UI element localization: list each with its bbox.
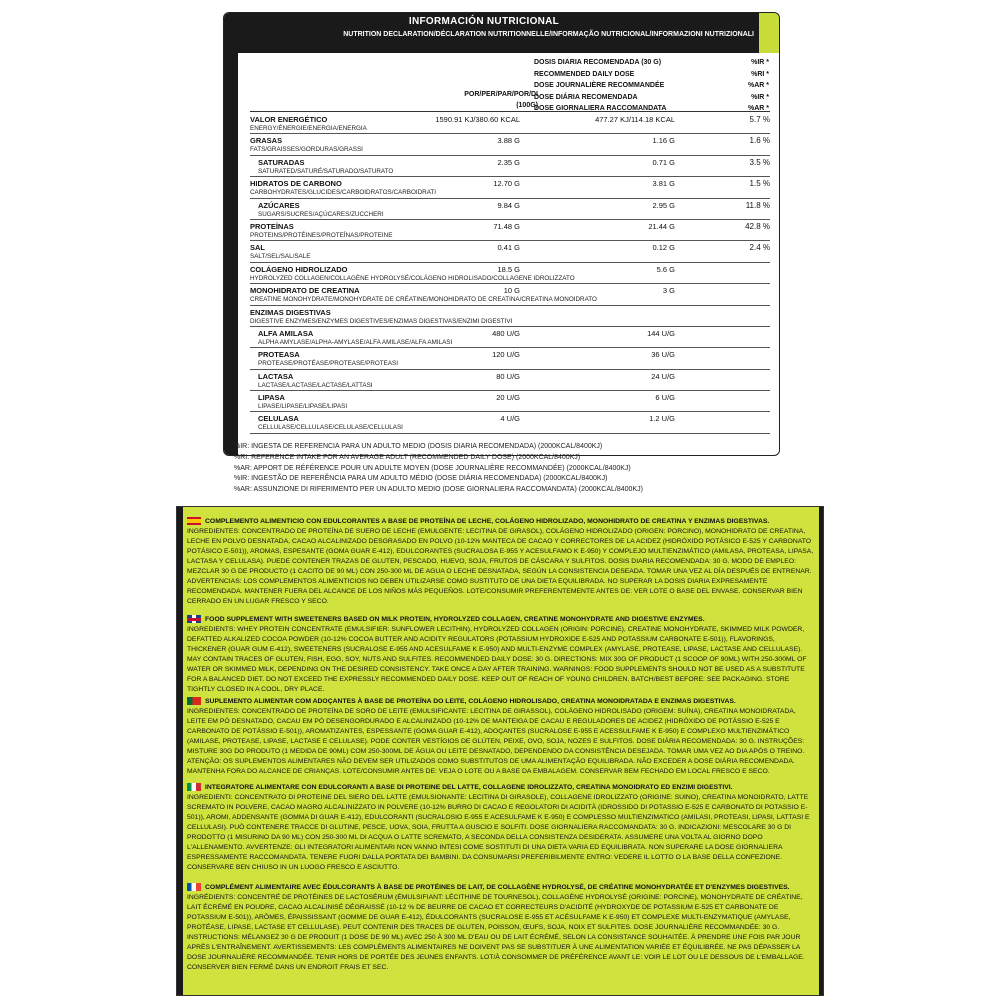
reference-intake-percent: 2.4 % — [749, 243, 770, 253]
nutrient-name: LIPASA — [258, 393, 285, 403]
dose-label: RECOMMENDED DAILY DOSE — [534, 70, 635, 78]
value-per-dose: 3.81 G — [652, 179, 675, 189]
nutrient-name: AZÚCARES — [258, 200, 300, 210]
value-per-dose: 1.16 G — [652, 136, 675, 146]
dose-header — [534, 57, 769, 115]
value-per-100g: 20 U/G — [496, 393, 520, 403]
section-title: INTEGRATORE ALIMENTARE CON EDULCORANTI A BASE DI PROTEINE DEL LATTE, COLLAGENE IDROLIZZATO, CREATINA MONOIDRATO ED ENZIMI DIGESTIVI. — [205, 784, 733, 791]
nutrient-name: VALOR ENERGÉTICO — [250, 115, 328, 124]
nutrition-subtitle: NUTRITION DECLARATION/DÉCLARATION NUTRITIONNELLE/INFORMAÇÃO NUTRICIONAL/INFORMAZIONI NUTRIZIONALI — [343, 31, 754, 38]
nutrition-table — [223, 12, 780, 456]
ir-label: %IR * — [751, 93, 769, 101]
nutrient-translations: SALT/SEL/SAL/SALE — [250, 253, 311, 261]
nutrient-translations: SUGARS/SUCRES/AÇÚCARES/ZUCCHERI — [258, 210, 384, 218]
dose-label: DOSE DIÁRIA RECOMENDADA — [534, 93, 638, 101]
nutrition-row — [250, 134, 770, 155]
nutrient-translations: CREATINE MONOHYDRATE/MONOHYDRATE DE CRÉATINE/MONOHIDRATO DE CREATINA/CREATINA MONOIDRATO — [250, 296, 597, 304]
reference-intake-percent: 3.5 % — [749, 157, 770, 167]
nutrition-row — [250, 113, 770, 134]
reference-intake-percent: 11.8 % — [745, 200, 770, 210]
nutrient-translations: ENERGY/ÉNERGIE/ENERGIA/ENERGIA — [250, 125, 367, 132]
nutrition-row — [250, 156, 770, 177]
nutrition-row — [250, 327, 770, 348]
section-title: FOOD SUPPLEMENT WITH SWEETENERS BASED ON MILK PROTEIN, HYDROLYZED COLLAGEN, CREATINE MONOHYDRATE AND DIGESTIVE ENZYMES. — [205, 616, 705, 623]
section-title: COMPLEMENTO ALIMENTICIO CON EDULCORANTES A BASE DE PROTEÍNA DE LECHE, COLÁGENO HIDROLIZADO, MONOHIDRATO DE CREATINA Y ENZIMAS DIGESTIVAS. — [205, 518, 770, 525]
nutrition-row — [250, 220, 770, 241]
value-per-dose: 0.71 G — [652, 157, 675, 167]
value-per-100g: 9.84 G — [497, 200, 520, 210]
reference-note: %AR: ASSUNZIONE DI RIFERIMENTO PER UN ADULTO MEDIO (DOSE GIORNALIERA RACCOMANDATA) (2000KCAL/8400KJ) — [234, 486, 643, 494]
nutrient-name: GRASAS — [250, 136, 283, 146]
section-it — [187, 783, 815, 873]
nutrition-row — [250, 263, 770, 284]
nutrition-row — [250, 284, 770, 305]
label-text-panel — [176, 506, 824, 996]
value-per-100g: 2.35 G — [497, 157, 520, 167]
row-divider — [250, 433, 770, 434]
nutrient-translations: FATS/GRAISSES/GORDURAS/GRASSI — [250, 146, 363, 154]
nutrient-name: SATURADAS — [258, 157, 305, 167]
uk-flag-icon — [187, 615, 201, 623]
value-per-100g: 3.88 G — [497, 136, 520, 146]
nutrient-name: PROTEASA — [258, 350, 300, 360]
reference-note: %AR: APPORT DE RÉFÉRENCE POUR UN ADULTE MOYEN (DOSE JOURNALIÈRE RECOMMANDÉE) (2000KCAL/8400KJ) — [234, 464, 631, 472]
nutrition-row — [250, 177, 770, 198]
nutrition-row — [250, 348, 770, 369]
nutrition-row — [250, 391, 770, 412]
header-divider — [250, 111, 770, 112]
panel-edge — [177, 507, 183, 995]
nutrient-name: ALFA AMILASA — [258, 328, 314, 338]
dose-label: DOSIS DIARIA RECOMENDADA (30 G) — [534, 59, 662, 66]
nutrient-name: SAL — [250, 243, 265, 253]
section-body: INGREDIENTS: WHEY PROTEIN CONCENTRATE (EMULSIFIER: SUNFLOWER LECITHIN), HYDROLYZED COLLAGEN (ORIGIN: PORCINE), CREATINE MONOHYDRATE, SKIMMED MILK POWDER, DEFATTED ALKALIZED COCOA POWDER (10-12% COCOA BUTTER AND ACIDITY REGULATORS (POTASSIUM HYDROXIDE E-525 AND POTASSIUM CARBONATE E-501)), FLAVORINGS, THICKENER (GUAR GUM E-412), SWEETENERS (SUCRALOSE E-955 AND ACESULFAME K E-950) AND MULTI-ENZYME COMPLEX (AMYLASE, PROTEASE, LIPASE, LACTASE AND CELLULASE). MAY CONTAIN TRACES OF GLUTEN, FISH, EGG, SOY, NUTS AND SULFITES. RECOMMENDED DAILY DOSE: 30 G. DIRECTIONS: MIX 30G OF PRODUCT (1 SCOOP OF 90ML) WITH 250-300ML OF WATER OR SKIMMED MILK, DEPENDING ON THE DESIRED CONSISTENCY. TAKE ONCE A DAY AFTER TRAINING. WARNINGS: FOOD SUPPLEMENTS SHOULD NOT BE USED AS A SUBSTITUTE FOR A BALANCED DIET. DO NOT EXCEED THE EXPRESSLY RECOMMENDED DAILY DOSE. KEEP OUT OF REACH OF YOUNG CHILDREN. BATCH/BEST BEFORE: SEE PACKAGING. STORE TIGHTLY CLOSED IN A COOL, DRY PLACE. — [187, 626, 807, 693]
reference-note: %RI: REFERENCE INTAKE FOR AN AVERAGE ADULT (RECOMMENDED DAILY DOSE) (2000KCAL/8400KJ) — [234, 453, 581, 461]
value-per-dose: 5.6 G — [656, 264, 675, 274]
nutrient-translations: ALPHA AMYLASE/ALPHA-AMYLASE/ALFA AMILASE/ALFA AMILASI — [258, 338, 453, 346]
per-100g-header — [438, 89, 538, 111]
value-per-100g: 0.41 G — [497, 243, 520, 253]
value-per-dose: 144 U/G — [647, 328, 675, 338]
value-per-100g: 12.70 G — [493, 179, 520, 189]
section-body: INGREDIENTES: CONCENTRADO DE PROTEÍNA DE SUERO DE LECHE (EMULGENTE: LECITINA DE GIRASOL), COLÁGENO HIDROLIZADO (ORIGEN: PORCINO), MONOHIDRATO DE CREATINA, LECHE EN POLVO DESNATADA, CACAO ALCALINIZADO DESGRASADO EN POLVO (10-12% MANTECA DE CACAO Y CORRECTORES DE LA ACIDEZ (HIDRÓXIDO POTÁSICO E-525 Y CARBONATO POTÁSICO E-501)), AROMAS, ESPESANTE (GOMA GUAR E-412), EDULCORANTES (SUCRALOSA E-955 Y ACESULFAMO K E-950) Y COMPLEJO MULTIENZIMÁTICO (AMILASA, PROTEASA, LIPASA, LACTASA Y CELULASA). PUEDE CONTENER TRAZAS DE GLUTEN, PESCADO, HUEVO, SOJA, FRUTOS DE CÁSCARA Y SULFITOS. DOSIS DIARIA RECOMENDADA: 30 G. MODO DE EMPLEO: MEZCLAR 30 G DE PRODUCTO (1 CACITO DE 90 ML) CON 250-300 ML DE AGUA O LECHE DESNATADA, SEGÚN LA CONSISTENCIA DESEADA. TOMAR UNA VEZ AL DÍA DESPUÉS DE ENTRENAR. ADVERTENCIAS: LOS COMPLEMENTOS ALIMENTICIOS NO DEBEN UTILIZARSE COMO SUSTITUTO DE UNA DIETA EQUILIBRADA. NO SUPERAR LA DOSIS DIARIA EXPRESAMENTE RECOMENDADA. MANTENER FUERA DEL ALCANCE DE LOS NIÑOS MÁS PEQUEÑOS. LOTE/CONSUMIR PREFERENTEMENTE ANTES DE: VER LOTE O BASE DEL ENVASE. CONSERVAR BIEN CERRADO EN UN LUGAR FRESCO Y SECO. — [187, 528, 814, 605]
value-per-100g: 10 G — [503, 286, 520, 296]
nutrient-translations: CARBOHYDRATES/GLUCIDES/CARBOIDRATOS/CARBOIDRATI — [250, 189, 437, 197]
value-per-dose: 6 U/G — [655, 393, 675, 403]
value-per-100g: 4 U/G — [500, 414, 520, 424]
side-bar — [224, 53, 238, 455]
value-per-dose: 2.95 G — [652, 200, 675, 210]
nutrient-name: LACTASA — [258, 371, 294, 381]
accent-stripe — [759, 13, 779, 53]
portugal-flag-icon — [187, 697, 201, 705]
value-per-100g: 1590.91 KJ/380.60 KCAL — [435, 115, 520, 124]
nutrition-rows — [250, 113, 770, 434]
section-es — [187, 517, 815, 607]
nutrient-translations: PROTEINS/PROTÉINES/PROTEÍNAS/PROTEINE — [250, 231, 393, 239]
section-body: INGREDIENTES: CONCENTRADO DE PROTEÍNA DE SORO DE LEITE (EMULSIFICANTE: LECITINA DE GIRASSOL), COLÁGENO HIDROLISADO (ORIGEM: SUÍNA), CREATINA MONOIDRATADA, LEITE EM PÓ DESNATADO, CACAU EM PÓ DESENGORDURADO E ALCALINIZADO (10-12% DE MANTEIGA DE CACAU E REGULADORES DE ACIDEZ (HIDRÓXIDO DE POTÁSSIO E-525 E CARBONATO DE POTÁSSIO E-501)), AROMATIZANTES, ESPESSANTE (GOMA GUAR E-412), ADOÇANTES (SUCRALOSE E-955 E ACESSULFAME K E-950) E COMPLEXO MULTIENZIMÁTICO (AMILASE, PROTEASE, LIPASE, LACTASE E CELULASE). PODE CONTER VESTÍGIOS DE GLÚTEN, PEIXE, OVO, SOJA, NOZES E SULFITOS. DOSE DIÁRIA RECOMENDADA: 30 G. INSTRUÇÕES: MISTURE 30G DO PRODUTO (1 MEDIDA DE 90ML) COM 250-300ML DE ÁGUA OU LEITE DESNATADO, DEPENDENDO DA CONSISTÊNCIA DESEJADA. TOMAR UMA VEZ AO DIA APÓS O TREINO. ATENÇÃO: OS SUPLEMENTOS ALIMENTARES NÃO DEVEM SER UTILIZADOS COMO SUBSTITUTOS DE UMA ALIMENTAÇÃO EQUILIBRADA. NÃO EXCEDER A DOSE DIÁRIA RECOMENDADA. MANTENHA FORA DO ALCANCE DE CRIANÇAS. LOTE/CONSUMIR ANTES DE: VEJA O LOTE OU A BASE DA EMBALAGEM. CONSERVAR BEM FECHADO EM LOCAL FRESCO E SECO. — [187, 708, 805, 775]
nutrient-translations: HYDROLYZED COLLAGEN/COLLAGÈNE HYDROLYSÉ/COLÁGENO HIDROLISADO/COLLAGENE IDROLIZZATO — [250, 274, 575, 282]
nutrient-name: PROTEÍNAS — [250, 221, 294, 231]
italy-flag-icon — [187, 783, 201, 791]
reference-note: %IR: INGESTA DE REFERENCIA PARA UN ADULTO MEDIO (DOSIS DIARIA RECOMENDADA) (2000KCAL/8400KJ) — [234, 443, 603, 450]
nutrition-row — [250, 199, 770, 220]
value-per-100g: 480 U/G — [492, 328, 520, 338]
nutrient-name: COLÁGENO HIDROLIZADO — [250, 264, 348, 274]
reference-note: %IR: INGESTÃO DE REFERÊNCIA PARA UM ADULTO MÉDIO (DOSE DIÁRIA RECOMENDADA) (2000KCAL/8400KJ) — [234, 475, 608, 483]
value-per-dose: 3 G — [662, 286, 675, 296]
section-en — [187, 615, 815, 695]
value-per-100g: 71.48 G — [493, 221, 520, 231]
nutrient-translations: SATURATED/SATURÉ/SATURADO/SATURATO — [258, 167, 394, 175]
value-per-100g: 120 U/G — [492, 350, 520, 360]
value-per-dose: 21.44 G — [648, 221, 675, 231]
value-per-dose: 36 U/G — [651, 350, 675, 360]
panel-edge — [819, 507, 823, 995]
nutrient-name: CELULASA — [258, 414, 299, 424]
reference-notes — [234, 442, 643, 496]
value-per-dose: 1.2 U/G — [649, 414, 675, 424]
value-per-100g: 18.5 G — [497, 264, 520, 274]
nutrient-translations: PROTEASE/PROTÉASE/PROTEASE/PROTEASI — [258, 360, 398, 368]
nutrition-row — [250, 241, 770, 262]
reference-intake-percent: 1.5 % — [749, 179, 770, 189]
spain-flag-icon — [187, 517, 201, 525]
nutrition-row — [250, 306, 770, 327]
section-title: COMPLÉMENT ALIMENTAIRE AVEC ÉDULCORANTS À BASE DE PROTÉINES DE LAIT, DE COLLAGÈNE HYDROLYSÉ, DE CRÉATINE MONOHYDRATÉE ET D'ENZYMES DIGESTIVES. — [205, 884, 790, 891]
nutrient-translations: LACTASE/LACTASE/LACTASE/LATTASI — [258, 381, 373, 389]
dose-label: DOSE GIORNALIERA RACCOMANDATA — [534, 105, 667, 112]
section-title: SUPLEMENTO ALIMENTAR COM ADOÇANTES À BASE DE PROTEÍNA DO LEITE, COLÁGENO HIDROLISADO, CREATINA MONOIDRATADA E ENZIMAS DIGESTIVAS. — [205, 698, 736, 705]
nutrient-name: MONOHIDRATO DE CREATINA — [250, 286, 360, 296]
dose-label: DOSE JOURNALIÈRE RECOMMANDÉE — [534, 82, 665, 89]
section-body: INGREDIENTI: CONCENTRATO DI PROTEINE DEL SIERO DEL LATTE (EMULSIONANTE: LECITINA DI GIRASOLE), COLLAGENE IDROLIZZATO (ORIGINE: SUINO), CREATINA MONOIDRATO, LATTE SCREMATO IN POLVERE, CACAO MAGRO ALCALINIZZATO IN POLVERE (10-12% BURRO DI CACAO E REGOLATORI DI ACIDITÀ (IDROSSIDO DI POTASSIO E-525 E CARBONATO DI POTASSIO E-501)), AROMI, ADDENSANTE (GOMMA DI GUAR E-412), EDULCORANTI (SUCRALOSIO E-955 E ACESULFAME K E-950) E COMPLESSO MULTIENZIMATICO (AMILASI, PROTEASI, LIPASI, LATTASI E CELLULASI). PUÒ CONTENERE TRACCE DI GLUTINE, PESCE, UOVA, SOIA, FRUTTA A GUSCIO E SOLFITI. DOSE GIORNALIERA RACCOMANDATA: 30 G. INDICAZIONI: MESCOLARE 30 G DI PRODOTTO (1 MISURINO DA 90 ML) CON 250-300 ML DI ACQUA O LATTE SCREMATO, A SECONDA DELLA CONSISTENZA DESIDERATA. ASSUMERE UNA VOLTA AL GIORNO DOPO L'ALLENAMENTO. AVVERTENZE: GLI INTEGRATORI ALIMENTARI NON VANNO INTESI COME SOSTITUTI DI UNA DIETA VARIA ED EQUILIBRATA. NON SUPERARE LA DOSE GIORNALIERA ESPRESSAMENTE RACCOMANDATA. TENERE FUORI DALLA PORTATA DEI BAMBINI. DA CONSUMARSI PREFERIBILMENTE ENTRO: VEDERE IL LOTTO O LA BASE DELLA CONFEZIONE. CONSERVARE BEN CHIUSO IN UN LUOGO FRESCO E ASCIUTTO. — [187, 794, 810, 871]
value-per-dose: 24 U/G — [651, 371, 675, 381]
nutrition-row — [250, 370, 770, 391]
ir-label: %IR * — [751, 59, 769, 66]
section-fr — [187, 883, 815, 973]
ir-label: %AR * — [747, 105, 769, 112]
reference-intake-percent: 5.7 % — [749, 115, 770, 124]
nutrition-row — [250, 412, 770, 433]
value-per-100g: 80 U/G — [496, 371, 520, 381]
nutrient-translations: LIPASE/LIPASE/LIPASE/LIPASI — [258, 403, 348, 411]
reference-intake-percent: 1.6 % — [749, 136, 770, 146]
per-header-line: (100G) — [516, 102, 538, 109]
nutrient-name: ENZIMAS DIGESTIVAS — [250, 307, 331, 317]
per-header-line: POR/PER/PAR/POR/DI — [464, 91, 538, 98]
section-body: INGRÉDIENTS: CONCENTRÉ DE PROTÉINES DE LACTOSÉRUM (ÉMULSIFIANT: LÉCITHINE DE TOURNESOL), COLLAGÈNE HYDROLYSÉ (ORIGINE: PORCINE), MONOHYDRATE DE CRÉATINE, LAIT ÉCRÉMÉ EN POUDRE, CACAO ALCALINISÉ DÉGRAISSÉ (10-12 % DE BEURRE DE CACAO ET CORRECTEURS D'ACIDITÉ (HYDROXYDE DE POTASSIUM E-525 ET CARBONATE DE POTASSIUM E-501)), ARÔMES, ÉPAISSISSANT (GOMME DE GUAR E-412), ÉDULCORANTS (SUCRALOSE E-955 ET ACÉSULFAME K E-950) ET COMPLEXE MULTI-ENZYMATIQUE (AMYLASE, PROTÉASE, LIPASE, LACTASE ET CELLULASE). PEUT CONTENIR DES TRACES DE GLUTEN, POISSON, ŒUFS, SOJA, NOIX ET SULFITES. DOSE JOURNALIÈRE RECOMMANDÉE: 30 G. INSTRUCTIONS: MÉLANGEZ 30 G DE PRODUIT (1 DOSE DE 90 ML) AVEC 250 À 300 ML D'EAU OU DE LAIT ÉCRÉMÉ, SELON LA CONSISTANCE SOUHAITÉE. À PRENDRE UNE FOIS PAR JOUR APRÈS L'ENTRAÎNEMENT. AVERTISSEMENTS: LES COMPLÉMENTS ALIMENTAIRES NE DOIVENT PAS SE SUBSTITUER À UNE ALIMENTATION VARIÉE ET ÉQUILIBRÉE. NE PAS DÉPASSER LA DOSE JOURNALIÈRE RECOMMANDÉE. TENIR HORS DE PORTÉE DES JEUNES ENFANTS. LOT/À CONSOMMER DE PRÉFÉRENCE AVANT LE: VOIR LE LOT OU LE DESSOUS DE L'EMBALLAGE. CONSERVER BIEN FERMÉ DANS UN ENDROIT FRAIS ET SEC. — [187, 894, 805, 971]
ir-label: %RI * — [751, 70, 769, 78]
section-pt — [187, 697, 815, 777]
nutrient-translations: DIGESTIVE ENZYMES/ENZYMES DIGESTIVES/ENZIMAS DIGESTIVAS/ENZIMI DIGESTIVI — [250, 317, 513, 325]
value-per-dose: 0.12 G — [652, 243, 675, 253]
nutrient-translations: CELLULASE/CELLULASE/CELULASE/CELLULASI — [258, 424, 403, 432]
nutrient-name: HIDRATOS DE CARBONO — [250, 179, 342, 189]
nutrition-title: INFORMACIÓN NUTRICIONAL — [408, 16, 560, 27]
ir-label: %AR * — [747, 82, 769, 89]
value-per-dose: 477.27 KJ/114.18 KCAL — [595, 115, 675, 124]
france-flag-icon — [187, 883, 201, 891]
reference-intake-percent: 42.8 % — [745, 221, 770, 231]
